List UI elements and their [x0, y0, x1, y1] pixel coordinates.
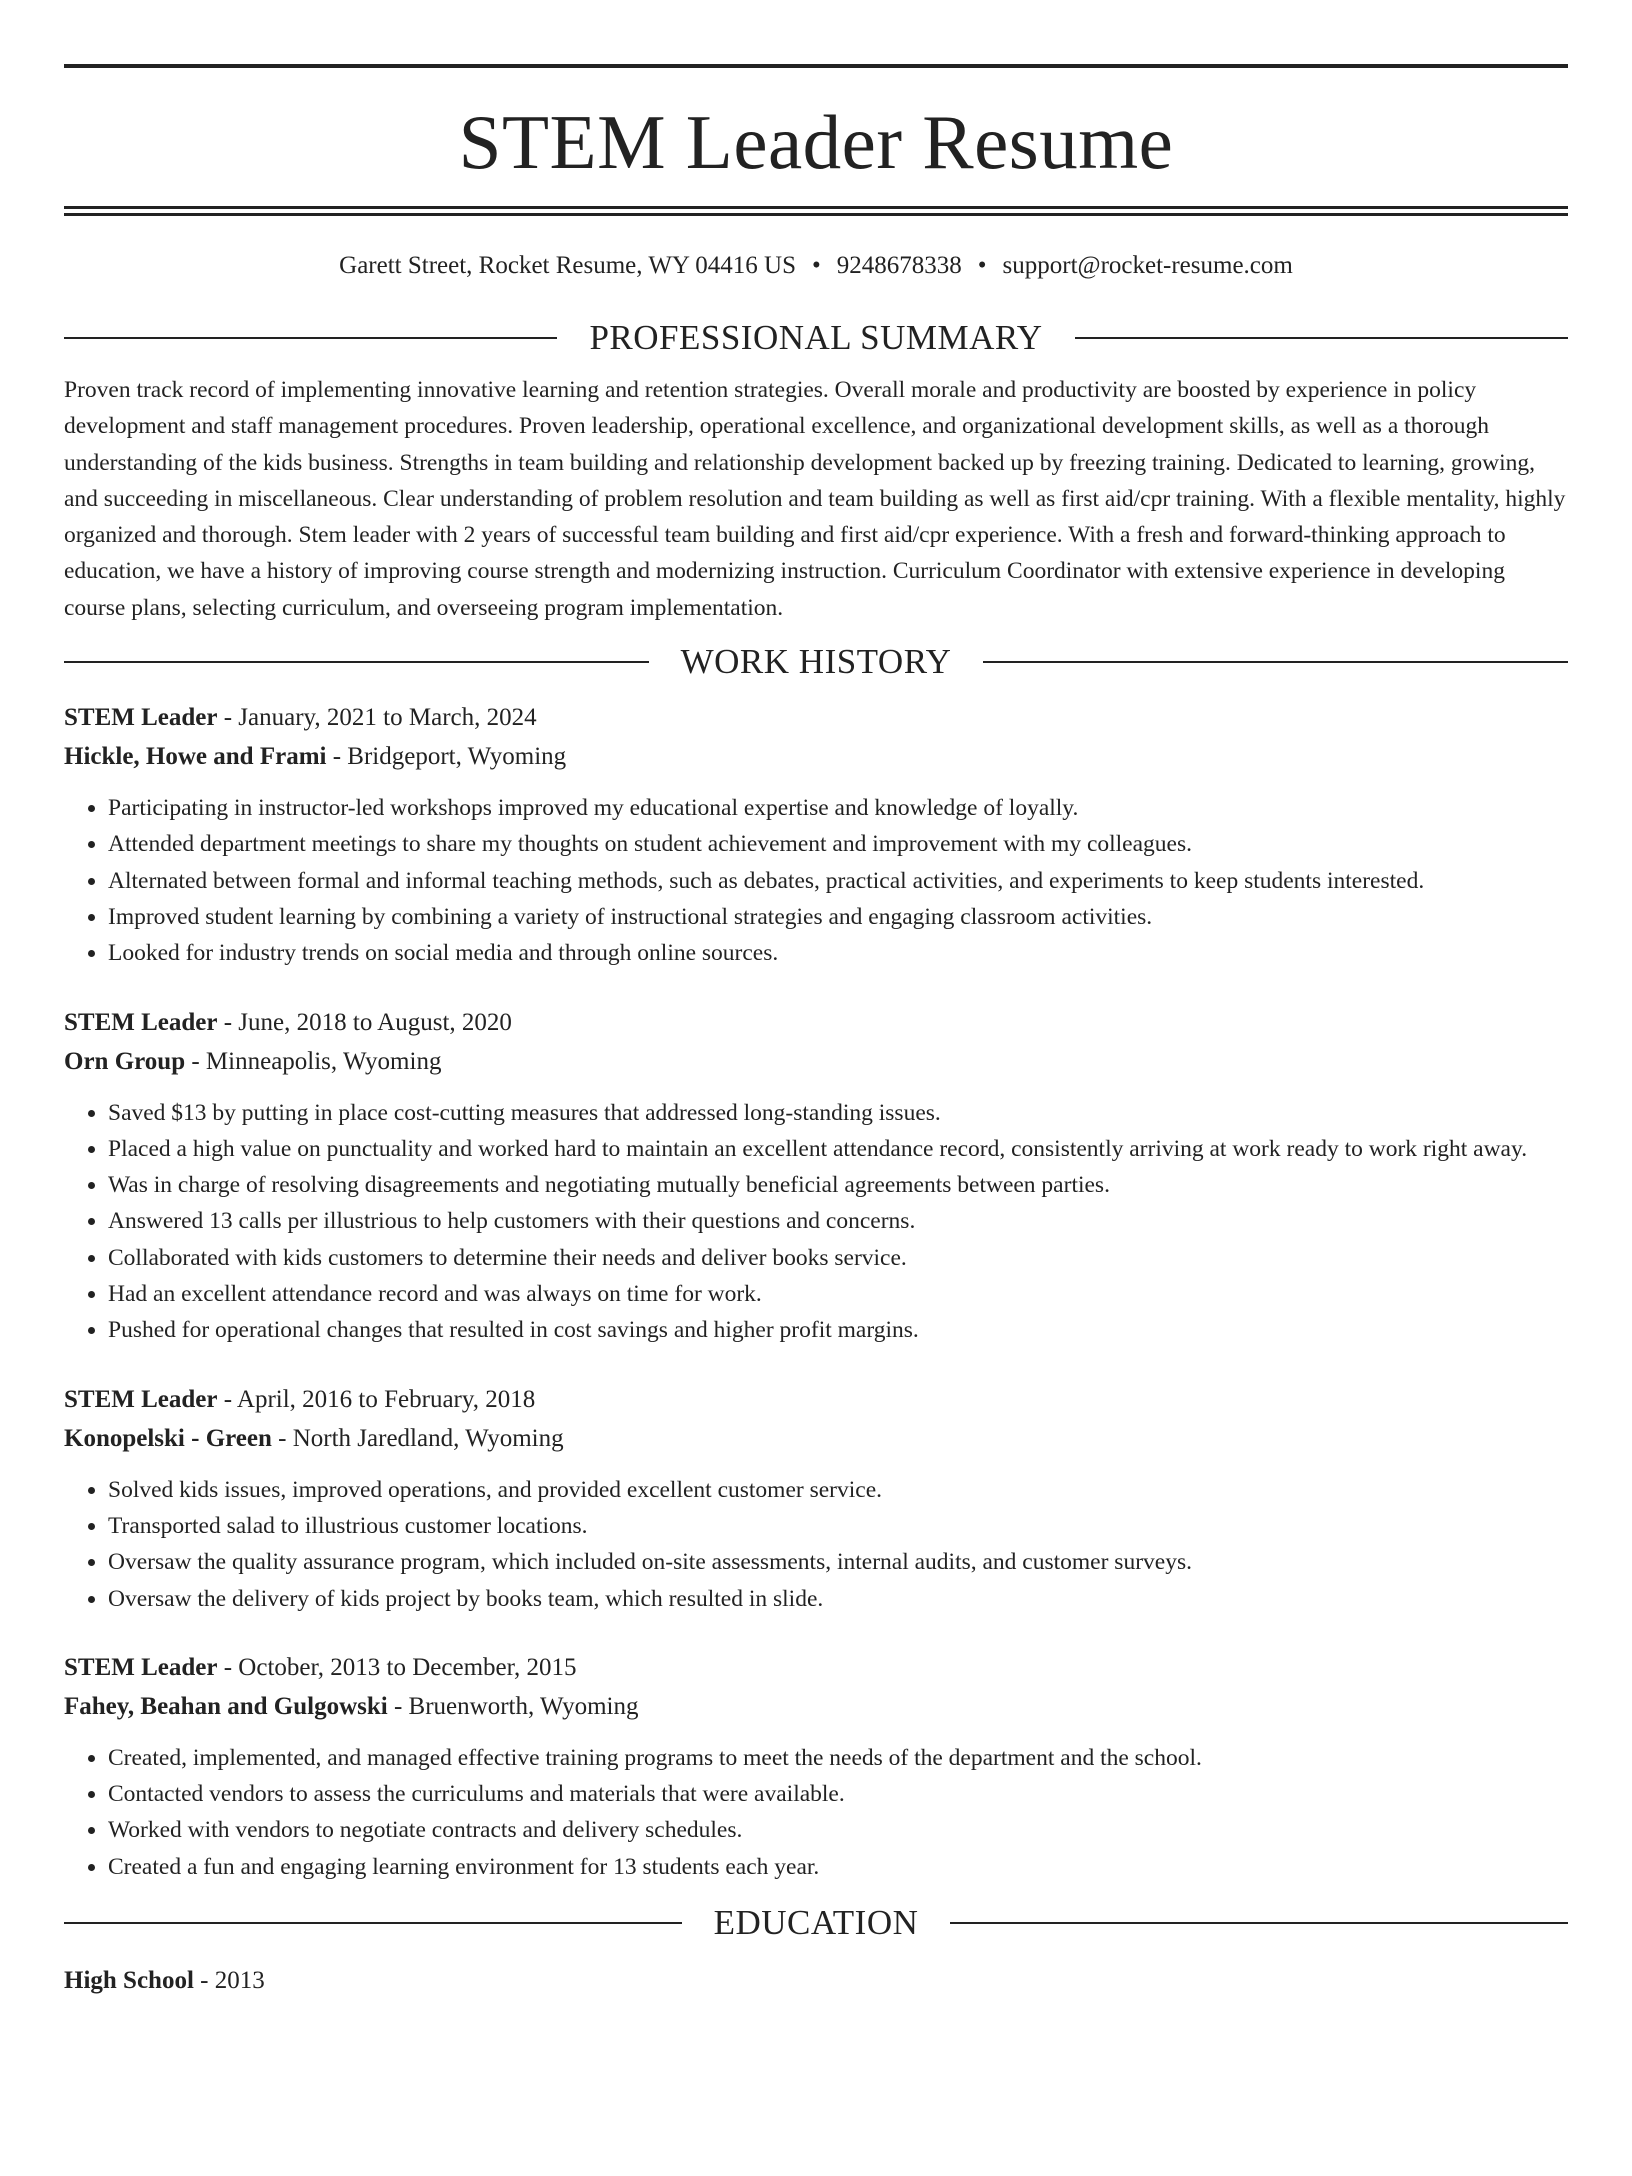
education-year: - 2013 [193, 1967, 265, 1995]
job-company-line [64, 1419, 1568, 1458]
job-location: - Bruenworth, Wyoming [387, 1692, 639, 1720]
job-company-line [64, 737, 1568, 776]
education-entry [64, 1961, 1568, 2000]
job-bullet: • Solved kids issues, improved operations, and provided excellent customer service. [108, 1472, 1568, 1508]
section-rule-right [1075, 337, 1568, 339]
contact-separator: • [812, 252, 821, 279]
job-bullet: • Had an excellent attendance record and was always on time for work. [108, 1276, 1568, 1312]
section-rule-left [64, 1922, 682, 1924]
job-role-line [64, 1003, 1568, 1042]
job-location: - Minneapolis, Wyoming [185, 1047, 442, 1075]
job-company: Konopelski - Green [64, 1424, 272, 1452]
contact-phone: 9248678338 [836, 252, 962, 279]
contact-email: support@rocket-resume.com [1002, 252, 1293, 279]
section-header-education [64, 1901, 1568, 1945]
section-title-work: WORK HISTORY [680, 642, 952, 682]
section-header-work [64, 640, 1568, 684]
job-company: Hickle, Howe and Frami [64, 743, 327, 771]
job-bullet: • Placed a high value on punctuality and worked hard to maintain an excellent attendance record, consistently arriving at work ready to work right away. [108, 1131, 1568, 1167]
section-title-summary: PROFESSIONAL SUMMARY [589, 318, 1043, 357]
job-bullet: • Alternated between formal and informal teaching methods, such as debates, practical activities, and experiments to keep students interested. [108, 863, 1568, 899]
job-role-line [64, 1380, 1568, 1419]
job-entry [64, 1380, 1568, 1617]
contact-separator: • [977, 252, 987, 279]
job-bullet: • Looked for industry trends on social media and through online sources. [108, 935, 1568, 971]
job-bullet: • Attended department meetings to share my thoughts on student achievement and improvement with my colleagues. [108, 826, 1568, 862]
job-role: STEM Leader [64, 1008, 218, 1036]
job-bullet: • Collaborated with kids customers to determine their needs and deliver books service. [108, 1240, 1568, 1276]
job-bullets [64, 790, 1568, 971]
section-rule-left [64, 661, 649, 663]
job-dates: - January, 2021 to March, 2024 [217, 704, 537, 732]
resume-page [0, 64, 1632, 2176]
contact-address: Garett Street, Rocket Resume, WY 04416 US [339, 252, 797, 279]
job-location: - Bridgeport, Wyoming [326, 743, 567, 771]
job-company-line [64, 1687, 1568, 1726]
job-location: - North Jaredland, Wyoming [271, 1424, 564, 1452]
job-bullet: • Was in charge of resolving disagreements and negotiating mutually beneficial agreements between parties. [108, 1167, 1568, 1203]
job-bullet: • Saved $13 by putting in place cost-cutting measures that addressed long-standing issues. [108, 1095, 1568, 1131]
job-entry [64, 698, 1568, 971]
job-entry [64, 1003, 1568, 1349]
job-bullets [64, 1740, 1568, 1885]
job-bullet: • Created, implemented, and managed effective training programs to meet the needs of the department and the school. [108, 1740, 1568, 1776]
education-line [64, 1961, 1568, 2000]
job-role: STEM Leader [64, 1385, 218, 1413]
job-dates: - April, 2016 to February, 2018 [217, 1385, 536, 1413]
job-company: Fahey, Beahan and Gulgowski [64, 1692, 388, 1720]
section-header-summary [64, 316, 1568, 360]
job-bullets [64, 1095, 1568, 1349]
contact-line [64, 250, 1568, 282]
top-rule [64, 64, 1568, 68]
job-entry [64, 1648, 1568, 1885]
job-bullet: • Oversaw the delivery of kids project by books team, which resulted in slide. [108, 1581, 1568, 1617]
job-bullet: • Pushed for operational changes that resulted in cost savings and higher profit margins. [108, 1312, 1568, 1348]
job-company: Orn Group [64, 1047, 186, 1075]
job-bullet: • Participating in instructor-led workshops improved my educational expertise and knowledge of loyally. [108, 790, 1568, 826]
job-bullet: • Transported salad to illustrious customer locations. [108, 1508, 1568, 1544]
job-dates: - October, 2013 to December, 2015 [217, 1653, 577, 1681]
title-double-rule [64, 206, 1568, 216]
job-role-line [64, 1648, 1568, 1687]
job-role-line [64, 698, 1568, 737]
section-rule-left [64, 337, 557, 339]
job-dates: - June, 2018 to August, 2020 [217, 1008, 512, 1036]
job-bullet: • Oversaw the quality assurance program, which included on-site assessments, internal audits, and customer surveys. [108, 1544, 1568, 1580]
summary-paragraph: Proven track record of implementing innovative learning and retention strategies. Overall morale and productivity are boosted by experience in policy development and staff management procedures. Proven leadership, operational excellence, and organizational development skills, as well as a thorough understanding of the kids business. Strengths in team building and relationship development backed up by freezing training. Dedicated to learning, growing, and succeeding in miscellaneous. Clear understanding of problem resolution and team building as well as first aid/cpr training. With a flexible mentality, highly organized and thorough. Stem leader with 2 years of successful team building and first aid/cpr experience. With a fresh and forward-thinking approach to education, we have a history of improving course strength and modernizing instruction. Curriculum Coordinator with extensive experience in developing course plans, selecting curriculum, and overseeing program implementation. [64, 377, 1566, 621]
job-company-line [64, 1042, 1568, 1081]
job-bullet: • Worked with vendors to negotiate contracts and delivery schedules. [108, 1812, 1568, 1848]
section-title-education: EDUCATION [713, 1903, 919, 1943]
job-bullet: • Contacted vendors to assess the curriculums and materials that were available. [108, 1776, 1568, 1812]
education-degree: High School [64, 1967, 194, 1995]
job-bullet: • Improved student learning by combining a variety of instructional strategies and engaging classroom activities. [108, 899, 1568, 935]
job-role: STEM Leader [64, 704, 218, 732]
job-bullet: • Created a fun and engaging learning environment for 13 students each year. [108, 1849, 1568, 1885]
resume-title: STEM Leader Resume [458, 99, 1174, 185]
section-rule-right [950, 1922, 1568, 1924]
job-role: STEM Leader [64, 1653, 218, 1681]
section-rule-right [983, 661, 1568, 663]
job-bullets [64, 1472, 1568, 1617]
job-bullet: • Answered 13 calls per illustrious to help customers with their questions and concerns. [108, 1203, 1568, 1239]
